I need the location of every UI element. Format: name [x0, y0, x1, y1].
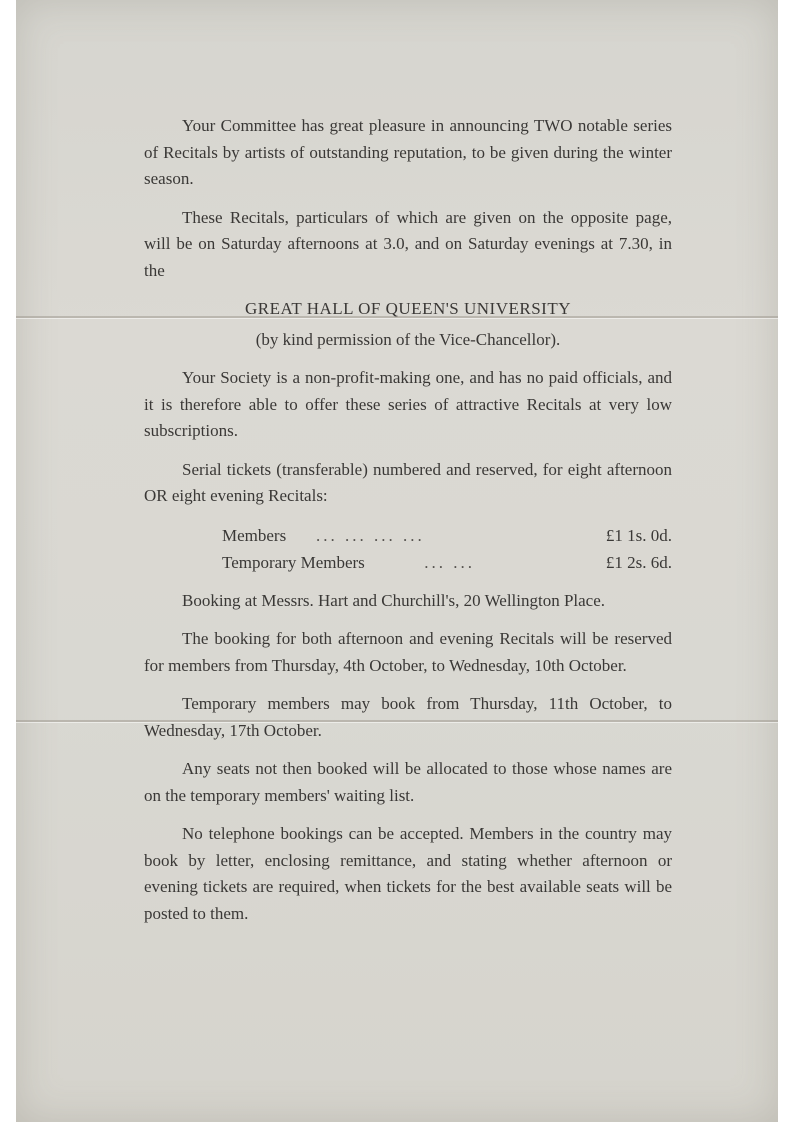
paragraph-member-booking: The booking for both afternoon and evening Recitals will be reserved for members from Thursday, 4th October, to Wednesday, 10th October. — [144, 629, 672, 675]
leader-dots: ... ... ... ... — [315, 525, 425, 545]
paragraph-intro: Your Committee has great pleasure in announcing TWO notable series of Recitals by artists of outstanding reputation, to be given during the winter season. — [144, 116, 672, 188]
price-label: Temporary Members — [222, 552, 365, 572]
paragraph-serial-tickets: Serial tickets (transferable) numbered and reserved, for eight afternoon OR eight evening Recitals: — [144, 459, 672, 505]
paragraph-schedule: These Recitals, particulars of which are given on the opposite page, will be on Saturday afternoons at 3.0, and on Saturday evenings at 7.30, in the — [144, 207, 672, 280]
venue-subheading: (by kind permission of the Vice-Chancellor). — [255, 329, 561, 349]
price-row-members — [222, 522, 672, 549]
paragraph-waiting-list: Any seats not then booked will be allocated to those whose names are on the temporary members' waiting list. — [144, 759, 672, 805]
paragraph-temporary-booking: Temporary members may book from Thursday, 11th October, to Wednesday, 17th October. — [144, 694, 672, 740]
paper-sheet — [16, 0, 778, 1122]
price-label: Members — [222, 525, 287, 545]
leader-dots: ... ... — [424, 552, 476, 572]
venue-heading: GREAT HALL OF QUEEN'S UNIVERSITY — [244, 299, 571, 318]
price-row-temporary-members — [222, 549, 672, 576]
announcement-text — [144, 113, 672, 939]
price-table — [222, 522, 672, 576]
price-value: £1 1s. 0d. — [605, 525, 672, 545]
paragraph-society: Your Society is a non-profit-making one, and has no paid officials, and it is therefore able to offer these series of attractive Recitals at very low subscriptions. — [144, 368, 672, 440]
paragraph-postal-booking: No telephone bookings can be accepted. Members in the country may book by letter, enclosing remittance, and stating whether afternoon or evening tickets are required, when tickets for the best available seats will be posted to them. — [144, 824, 672, 923]
paragraph-booking-location: Booking at Messrs. Hart and Churchill's, 20 Wellington Place. — [182, 590, 606, 610]
price-value: £1 2s. 6d. — [605, 552, 672, 572]
